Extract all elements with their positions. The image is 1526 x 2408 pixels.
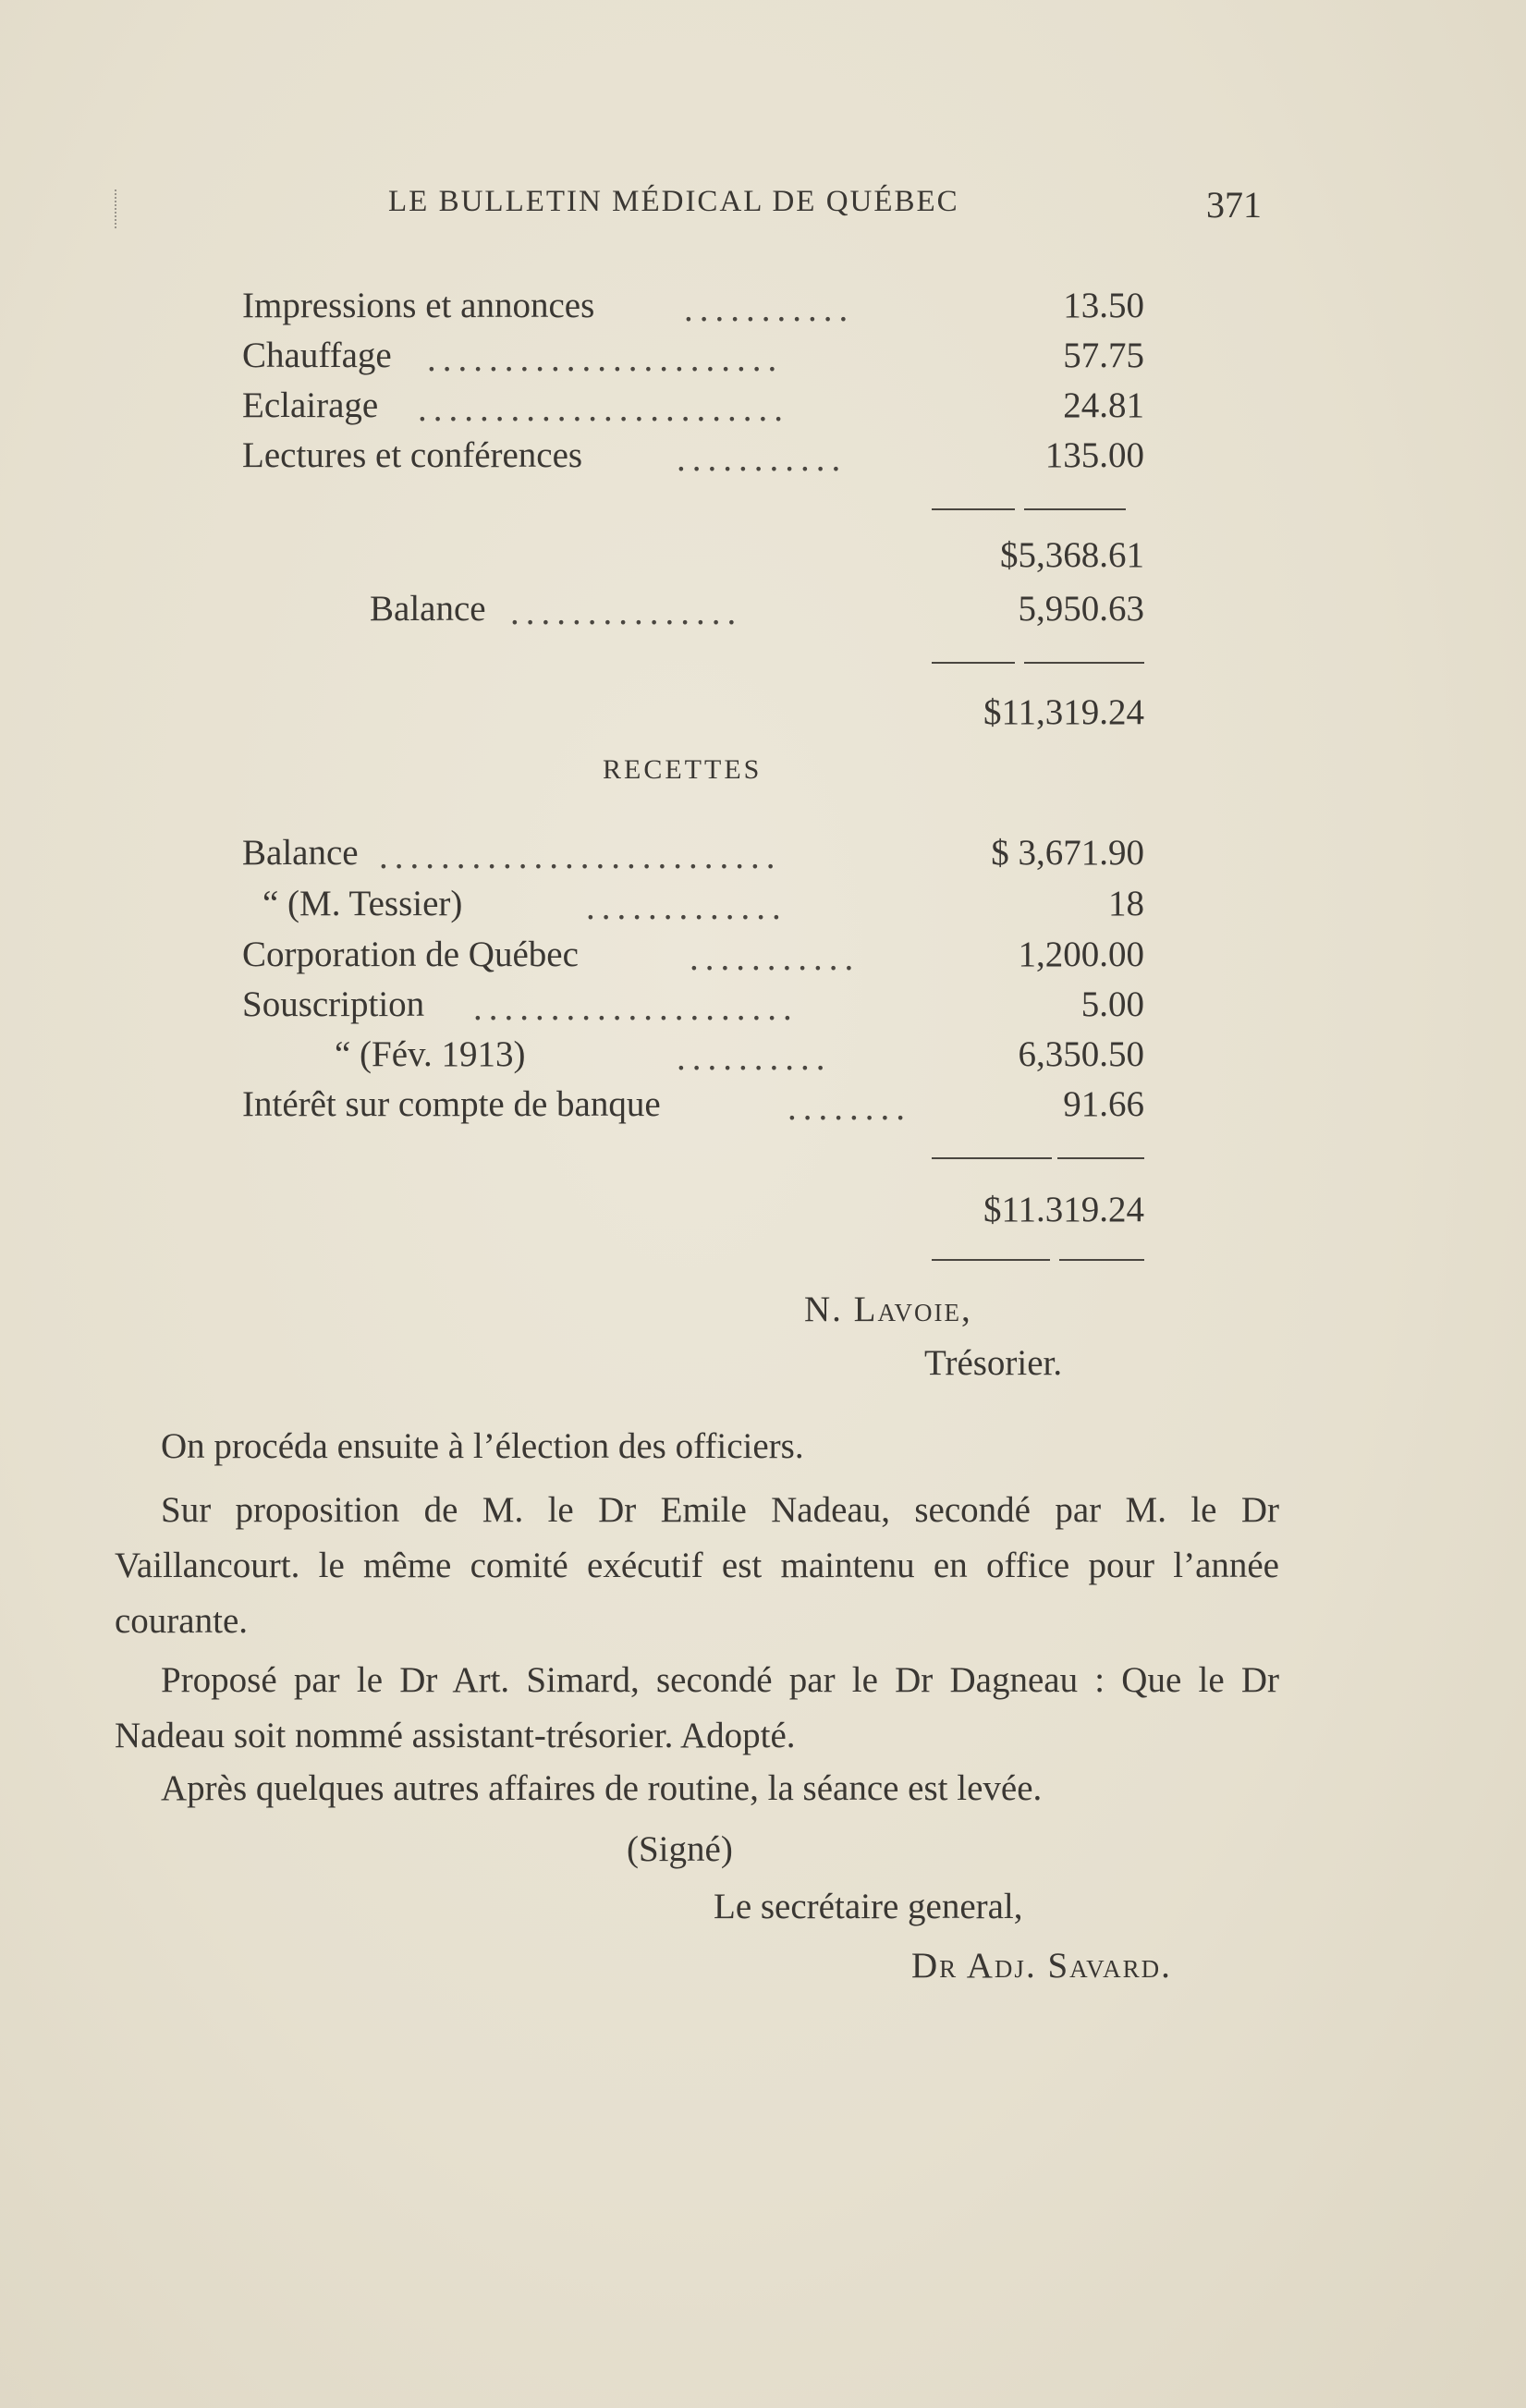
receipt-label: “ (M. Tessier): [262, 884, 463, 923]
subtotal-row: [242, 534, 1144, 582]
signatory-role: Le secrétaire general,: [714, 1887, 1023, 1926]
paragraph: Proposé par le Dr Art. Simard, secondé par le Dr Dagneau : Que le Dr Nadeau soit nommé assistant-trésorier. Adopté.: [115, 1660, 1279, 1755]
expense-row: [242, 335, 1144, 383]
paragraph: Sur proposition de M. le Dr Emile Nadeau, secondé par M. le Dr Vaillancourt. le même comité exécutif est maintenu en office pour l’année courante.: [115, 1490, 1279, 1641]
receipt-label: Intérêt sur compte de banque: [242, 1084, 661, 1124]
receipt-amount: 18: [1108, 884, 1144, 923]
leader-dots: ........................: [418, 389, 789, 429]
treasurer-name: N. Lavoie,: [804, 1290, 972, 1329]
leader-dots: ...........: [690, 938, 861, 978]
page-number: 371: [1206, 184, 1262, 226]
receipt-label: Souscription: [242, 984, 425, 1024]
receipt-row: [242, 984, 1144, 1032]
expense-amount: 135.00: [1044, 435, 1144, 475]
receipt-row: [242, 832, 1144, 880]
receipt-row: [242, 1033, 1144, 1082]
expense-amount: 24.81: [1063, 385, 1144, 425]
receipt-amount: 91.66: [1063, 1084, 1144, 1124]
expense-label: Eclairage: [242, 385, 379, 425]
signatory-name: Dr Adj. Savard.: [911, 1946, 1172, 1986]
receipt-amount: 5.00: [1080, 984, 1144, 1024]
receipts-total: $11.319.24: [983, 1190, 1144, 1229]
leader-dots: ..........: [677, 1038, 832, 1078]
expense-row: [242, 385, 1144, 433]
leader-dots: ...........: [684, 289, 855, 329]
receipt-row: [242, 1083, 1144, 1131]
signed-note: (Signé): [627, 1829, 733, 1869]
balance-amount: 5,950.63: [1018, 589, 1144, 629]
leader-dots: ...........: [677, 439, 848, 479]
receipt-label: Corporation de Québec: [242, 935, 579, 974]
running-title: LE BULLETIN MÉDICAL DE QUÉBEC: [388, 185, 959, 218]
expense-label: Lectures et conférences: [242, 435, 583, 475]
expense-amount: 57.75: [1063, 336, 1144, 375]
expense-label: Impressions et annonces: [242, 286, 595, 325]
receipt-amount: 1,200.00: [1018, 935, 1144, 974]
receipts-heading: RECETTES: [603, 754, 763, 785]
receipt-row: [242, 883, 1144, 931]
sum-rule: [932, 662, 1144, 664]
receipt-amount: 6,350.50: [1018, 1034, 1144, 1074]
leader-dots: ..........................: [379, 837, 782, 876]
leader-dots: .....................: [473, 988, 799, 1028]
expense-total: $11,319.24: [983, 692, 1144, 732]
paragraph: On procéda ensuite à l’élection des officiers.: [161, 1426, 804, 1466]
expense-label: Chauffage: [242, 336, 392, 375]
leader-dots: .......................: [427, 339, 784, 379]
margin-mark: [115, 189, 118, 228]
leader-dots: .............: [586, 887, 787, 927]
total-row: [242, 691, 1144, 740]
receipt-amount: $ 3,671.90: [991, 833, 1144, 873]
receipt-row: [242, 934, 1144, 982]
leader-dots: ...............: [510, 593, 743, 632]
expense-amount: 13.50: [1063, 286, 1144, 325]
expense-row: [242, 434, 1144, 483]
balance-label: Balance: [370, 589, 486, 629]
sum-rule: [932, 1157, 1144, 1159]
receipt-label: Balance: [242, 833, 359, 873]
subtotal-amount: $5,368.61: [1000, 535, 1144, 575]
paragraph: Après quelques autres affaires de routine, la séance est levée.: [161, 1768, 1043, 1808]
total-row: [242, 1189, 1144, 1237]
receipt-label: “ (Fév. 1913): [335, 1034, 526, 1074]
leader-dots: ........: [787, 1088, 911, 1128]
treasurer-title: Trésorier.: [924, 1343, 1063, 1383]
expense-row: [242, 285, 1144, 333]
sum-rule: [932, 1259, 1144, 1261]
sum-rule: [932, 508, 1144, 510]
balance-row: [242, 588, 1144, 636]
